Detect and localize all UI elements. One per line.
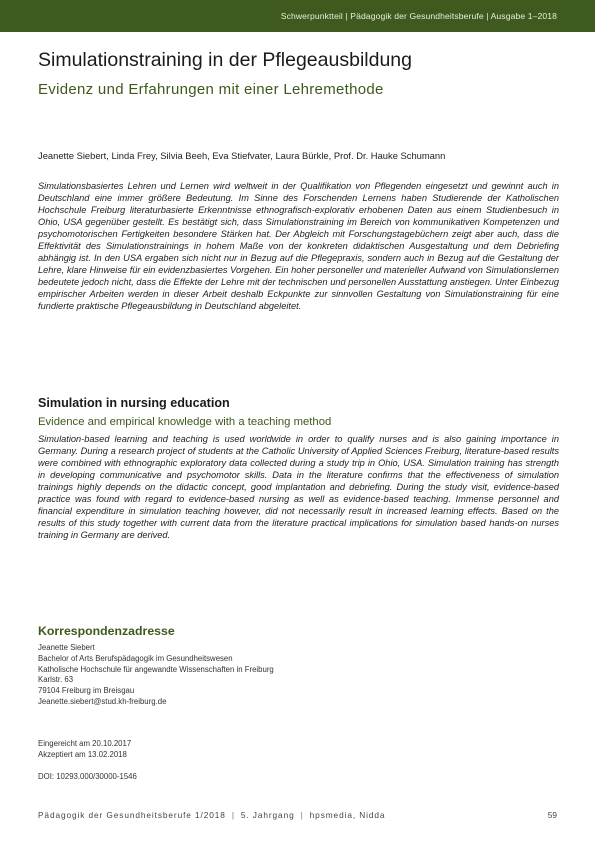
article-subtitle: Evidenz und Erfahrungen mit einer Lehremethode	[38, 81, 384, 98]
author-list: Jeanette Siebert, Linda Frey, Silvia Beeh, Eva Stiefvater, Laura Bürkle, Prof. Dr. Hauke Schumann	[38, 150, 446, 161]
english-title: Simulation in nursing education	[38, 396, 230, 410]
footer-divider: |	[300, 810, 304, 820]
doi-link[interactable]: DOI: 10293.000/30000-1546	[38, 772, 137, 781]
footer-publisher: hpsmedia, Nidda	[309, 810, 386, 820]
footer-divider: |	[231, 810, 235, 820]
address-institution: Katholische Hochschule für angewandte Wissenschaften in Freiburg	[38, 664, 274, 674]
correspondence-heading: Korrespondenzadresse	[38, 624, 175, 638]
abstract-english: Simulation-based learning and teaching is used worldwide in order to qualify nurses and is also gaining importance in Germany. During a research project of students at the Catholic University of Applied Sciences Freiburg, literature-based results were combined with ethnographic exploratory data collected during a study trip in Ohio, USA. Simulation training has strength in developing communicative and psychomotor skills. Data in the literature confirms that the effectiveness of simulation trainings highly depends on the didactic concept, good implantation and debriefing. During the study visit, evidence-based practice was found with regard to evidence-based nursing as well as evidence-based teaching. Immense personnel and financial expenditure in simulation teaching however, did not necessarily result in increased learning effects. Based on the results of this study together with current data from the literature practical implications for simulation based hands-on nurses training in Germany are derived.	[38, 434, 559, 540]
footer-volume: 5. Jahrgang	[240, 810, 295, 820]
footer-journal: Pädagogik der Gesundheitsberufe 1/2018	[38, 810, 226, 820]
page-footer	[38, 810, 385, 820]
address-city: 79104 Freiburg im Breisgau	[38, 686, 135, 695]
address-degree: Bachelor of Arts Berufspädagogik im Gesundheitswesen	[38, 653, 233, 663]
correspondence-address	[38, 643, 274, 708]
accepted-date: Akzeptiert am 13.02.2018	[38, 750, 127, 759]
header-bar	[0, 0, 595, 32]
submitted-date: Eingereicht am 20.10.2017	[38, 739, 132, 748]
running-head: Schwerpunktteil | Pädagogik der Gesundheitsberufe | Ausgabe 1–2018	[280, 11, 557, 21]
address-name: Jeanette Siebert	[38, 643, 95, 652]
article-title: Simulationstraining in der Pflegeausbildung	[38, 49, 412, 71]
english-subtitle: Evidence and empirical knowledge with a teaching method	[38, 416, 332, 428]
article-dates	[38, 738, 131, 760]
address-street: Karlstr. 63	[38, 675, 74, 685]
abstract-german: Simulationsbasiertes Lehren und Lernen wird weltweit in der Qualifikation von Pflegenden eingesetzt und gewinnt auch in Deutschland eine immer größere Bedeutung. Im Sinne des Forschenden Lernens haben Studierende der Katholischen Hochschule Freiburg literaturbasierte Erkenntnisse ethnografisch-explorativ erhobenen Daten aus einem Studienbesuch in Ohio, USA gegenüber gestellt. Es bestätigt sich, dass Simulationstraining im Bereich von kommunikativen Kompetenzen und psychomotorischen Fertigkeiten besondere Stärken hat. Der Abgleich mit Forschungstagebüchern zeigt aber auch, dass die Effektivität des Simulationstrainings in hohem Maße von der konkreten didaktischen Ausgestaltung und dem Debriefing abhängig ist. In den USA ergaben sich nicht nur in Bezug auf die Pflegepraxis, sondern auch in Bezug auf die Gestaltung der Lehre, klare Hinweise für ein evidenzbasiertes Vorgehen. Ein hoher personeller und materieller Aufwand von Simulationslernen bedeutete jedoch nicht, dass die Effekte der Lehre mit der technischen und personellen Ausstattung anstiegen. Unter Einbezug empirischer Arbeiten werden in dieser Arbeit deshalb Eckpunkte zur sinnvollen Gestaltung von Simulationstraining für eine fundierte praktische Pflegeausbildung in Deutschland abgeleitet.	[38, 181, 559, 311]
page-number: 59	[547, 810, 557, 820]
address-email[interactable]: Jeanette.siebert@stud.kh-freiburg.de	[38, 696, 167, 706]
